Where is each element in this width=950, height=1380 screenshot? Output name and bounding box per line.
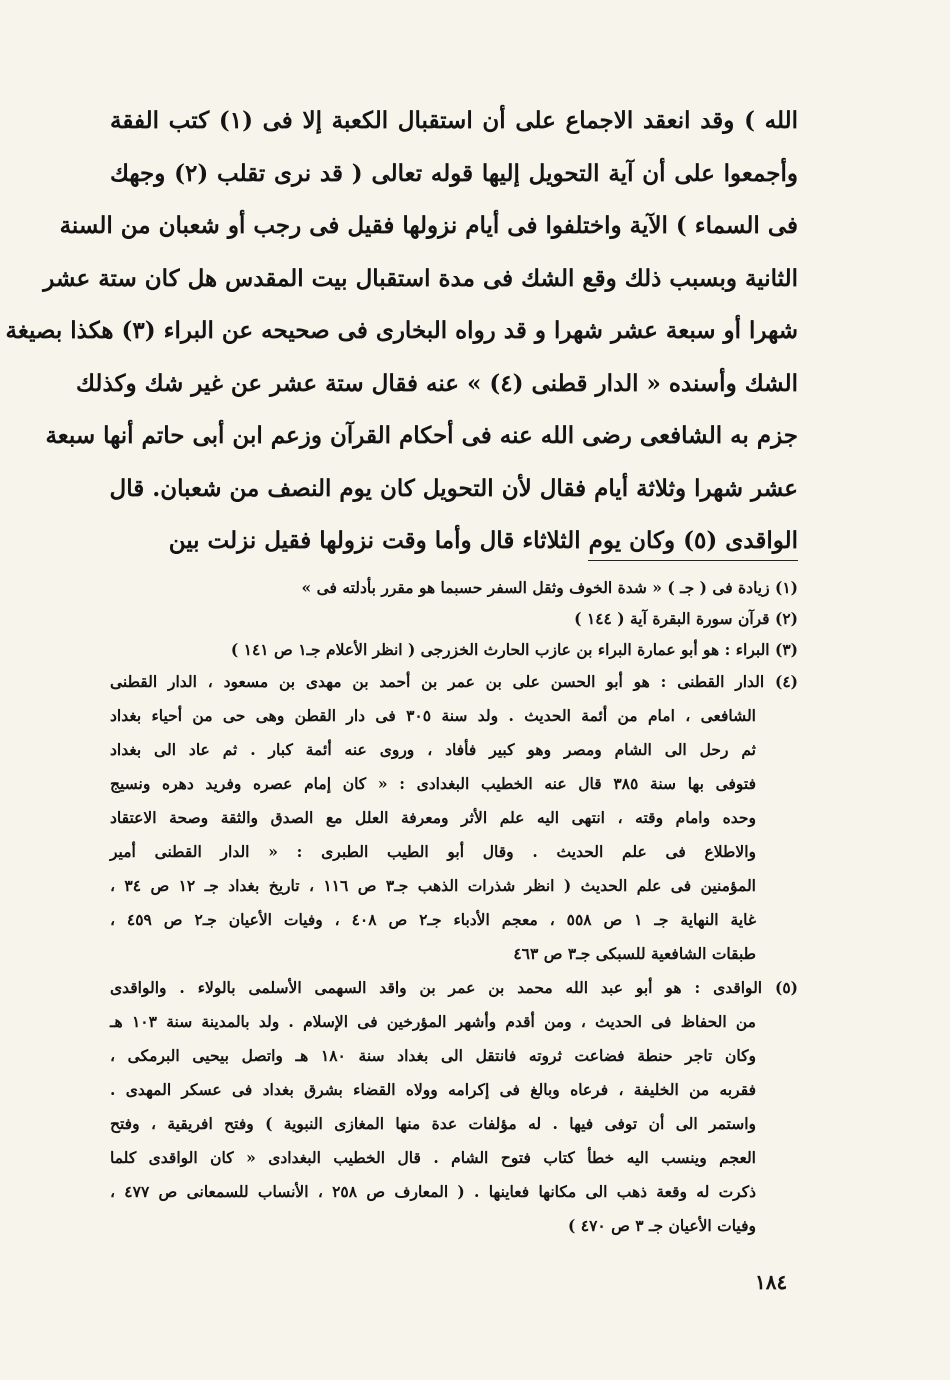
main-text-line: شهرا أو سبعة عشر شهرا و قد رواه البخارى فى صحيحه عن البراء (٣) هكذا بصيغة bbox=[5, 317, 798, 344]
main-text-line: فى السماء ) الآية واختلفوا فى أيام نزولها فقيل فى رجب أو شعبان من السنة bbox=[59, 212, 798, 239]
footnote-3: (٣) البراء : هو أبو عمارة البراء بن عازب الحارث الخزرجى ( انظر الأعلام جـ١ ص ١٤١ ) bbox=[230, 640, 798, 659]
main-text-line: الثانية وبسبب ذلك وقع الشك فى مدة استقبال بيت المقدس هل كان ستة عشر bbox=[43, 264, 798, 292]
page-number: ١٨٤ bbox=[755, 1270, 788, 1294]
footnote-5-continuation: وكان تاجر حنطة فضاعت ثروته فانتقل الى بغداد سنة ١٨٠ هـ واتصل بيحيى البرمكى ، bbox=[110, 1046, 756, 1065]
footnote-5-continuation: العجم وينسب اليه خطأ كتاب فتوح الشام . قال الخطيب البغدادى « كان الواقدى كلما bbox=[110, 1148, 756, 1167]
footnote-1: (١) زيادة فى ( جـ ) « شدة الخوف وثقل السفر حسبما هو مقرر بأدلته فى » bbox=[301, 578, 798, 597]
main-text-line: عشر شهرا وثلاثة أيام فقال لأن التحويل كان يوم النصف من شعبان. قال bbox=[109, 474, 798, 502]
footnote-4: (٤) الدار القطنى : هو أبو الحسن على بن عمر بن أحمد بن مهدى بن مسعود ، الدار القطنى bbox=[110, 672, 798, 691]
main-text-line: وأجمعوا على أن آية التحويل إليها قوله تعالى ( قد نرى تقلب (٢) وجهك bbox=[110, 159, 798, 187]
footnote-4-continuation: والاطلاع فى علم الحديث . وقال أبو الطيب الطبرى : « الدار القطنى أمير bbox=[110, 842, 756, 861]
main-text-line: جزم به الشافعى رضى الله عنه فى أحكام القرآن وزعم ابن أبى حاتم أنها سبعة bbox=[45, 422, 798, 449]
footnote-5: (٥) الواقدى : هو أبو عبد الله محمد بن عمر بن واقد السهمى الأسلمى بالولاء . والواقدى bbox=[110, 978, 798, 997]
footnote-separator bbox=[588, 560, 798, 561]
footnote-4-continuation: الشافعى ، امام من أئمة الحديث . ولد سنة ٣٠٥ فى دار القطن وهى حى من أحياء بغداد bbox=[110, 706, 756, 725]
footnote-4-continuation: طبقات الشافعية للسبكى جـ٣ ص ٤٦٣ bbox=[513, 944, 756, 963]
footnote-2: (٢) قرآن سورة البقرة آية ( ١٤٤ ) bbox=[574, 609, 798, 628]
footnote-5-continuation: ذكرت له وقعة ذهب الى مكانها فعاينها . ( المعارف ص ٢٥٨ ، الأنساب للسمعانى ص ٤٧٧ ، bbox=[110, 1182, 756, 1201]
footnote-5-continuation: فقربه من الخليفة ، فرعاه وبالغ فى إكرامه وولاه القضاء بشرق بغداد فى عسكر المهدى . bbox=[110, 1080, 756, 1099]
footnote-4-continuation: غاية النهاية جـ ١ ص ٥٥٨ ، معجم الأدباء جـ٢ ص ٤٠٨ ، وفيات الأعيان جـ٢ ص ٤٥٩ ، bbox=[110, 910, 756, 929]
main-text-line: الواقدى (٥) وكان يوم الثلاثاء قال وأما وقت نزولها فقيل نزلت بين bbox=[168, 527, 798, 554]
main-text-body bbox=[5, 95, 798, 568]
footnote-5-continuation: واستمر الى أن توفى فيها . له مؤلفات عدة منها المغازى النبوية ) وفتح افريقية ، وفتح bbox=[110, 1114, 756, 1133]
footnote-4-continuation: فتوفى بها سنة ٣٨٥ قال عنه الخطيب البغدادى : « كان إمام عصره وفريد دهره ونسيج bbox=[110, 774, 756, 793]
footnotes bbox=[110, 572, 798, 1243]
main-text-line: الشك وأسنده « الدار قطنى (٤) » عنه فقال ستة عشر عن غير شك وكذلك bbox=[76, 369, 798, 397]
footnote-5-continuation: من الحفاظ فى الحديث ، ومن أقدم وأشهر المؤرخين فى الإسلام . ولد بالمدينة سنة ١٠٣ هـ bbox=[110, 1012, 756, 1031]
footnote-5-continuation: وفيات الأعيان جـ ٣ ص ٤٧٠ ) bbox=[568, 1216, 756, 1235]
main-text-line: الله ) وقد انعقد الاجماع على أن استقبال الكعبة إلا فى (١) كتب الفقة bbox=[110, 107, 798, 134]
footnote-4-continuation: المؤمنين فى علم الحديث ( انظر شذرات الذهب جـ٣ ص ١١٦ ، تاريخ بغداد جـ ١٢ ص ٣٤ ، bbox=[110, 876, 756, 895]
footnote-4-continuation: وحده وامام وقته ، انتهى اليه علم الأثر ومعرفة العلل مع الصدق والثقة وصحة الاعتقاد bbox=[110, 808, 756, 827]
footnote-4-continuation: ثم رحل الى الشام ومصر وهو كبير فأفاد ، وروى عنه أئمة كبار . ثم عاد الى بغداد bbox=[110, 740, 756, 759]
